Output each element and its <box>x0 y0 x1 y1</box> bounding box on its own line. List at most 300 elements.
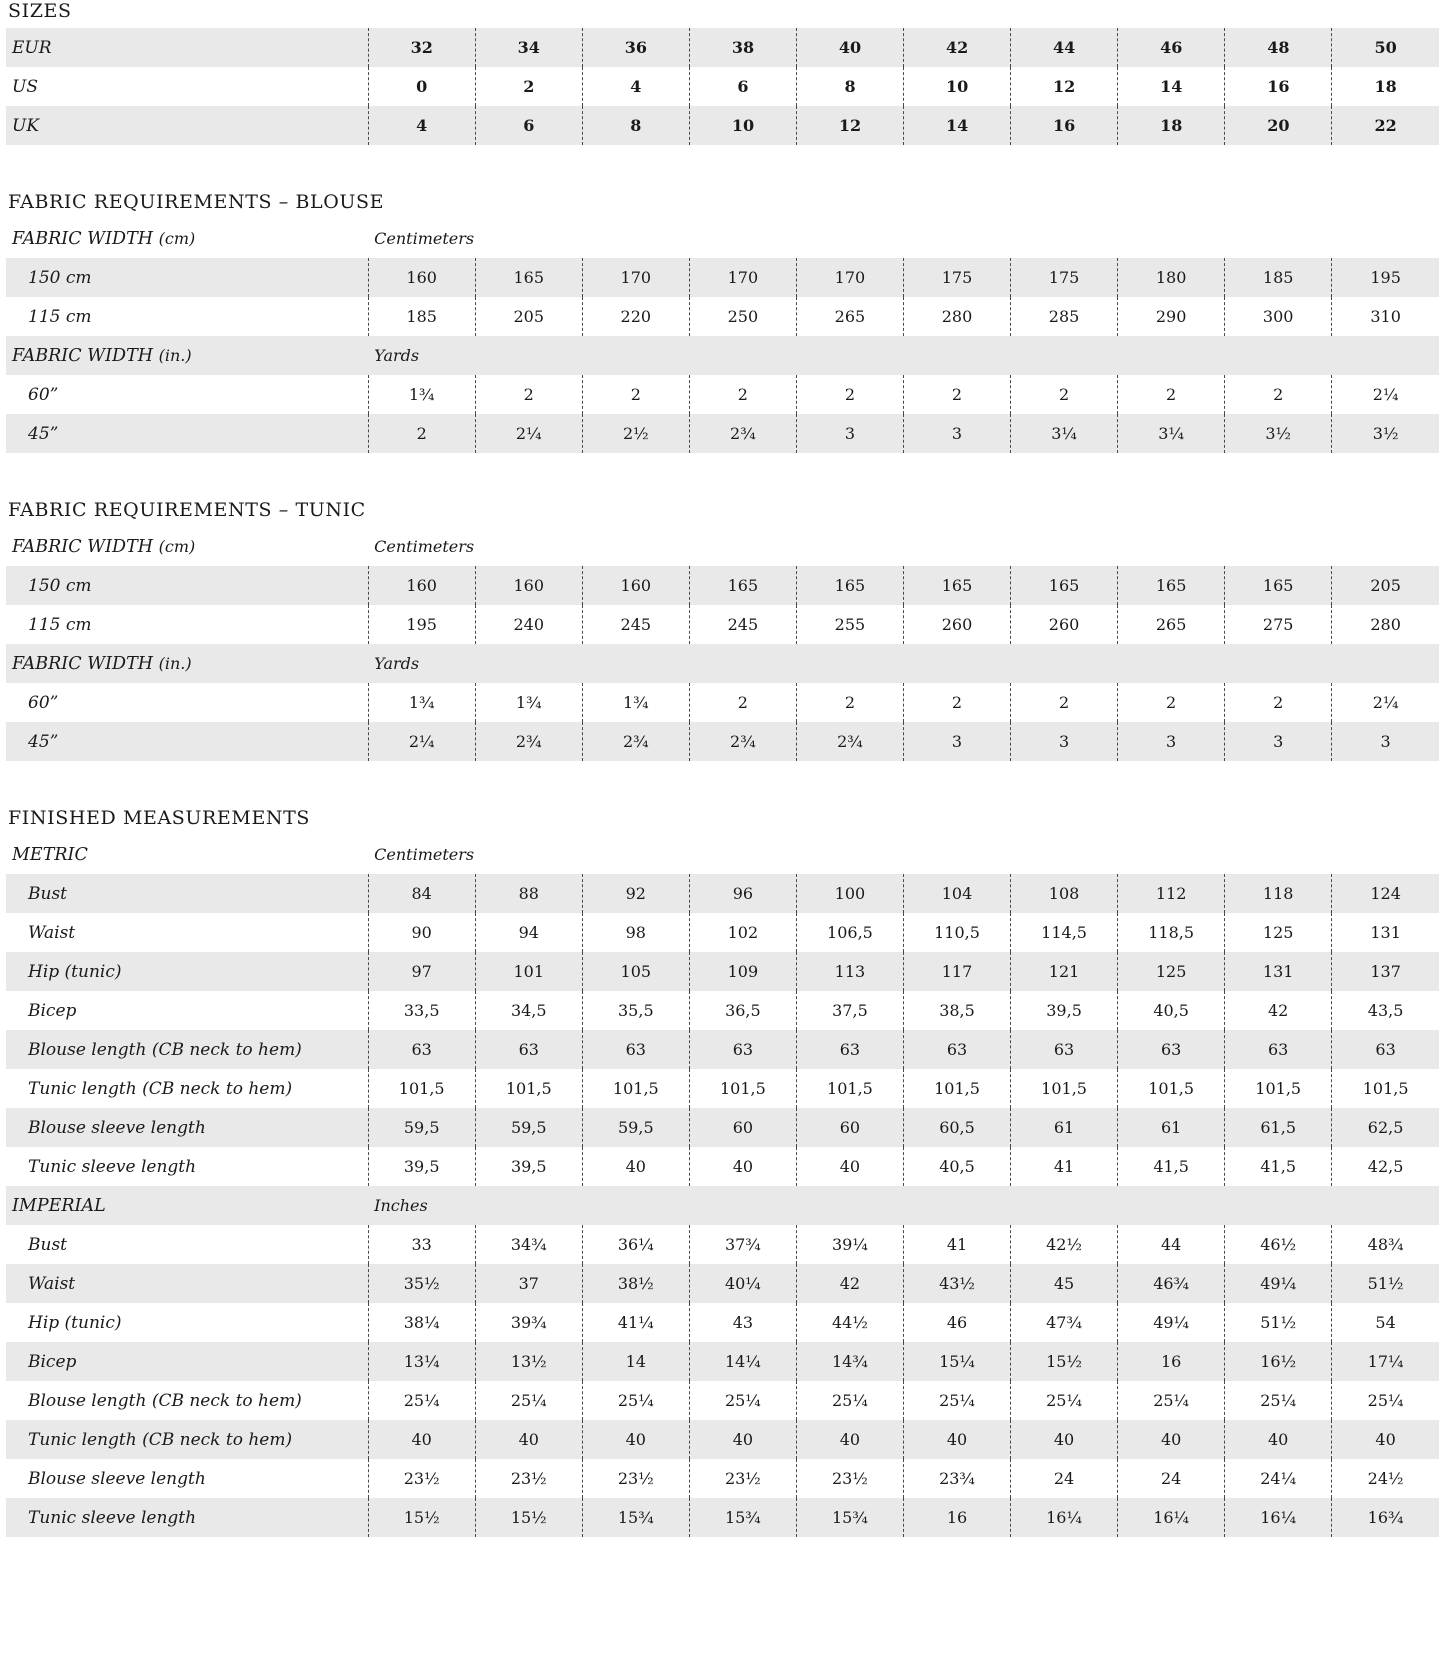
cell: 101,5 <box>368 1069 475 1108</box>
row-label: 60” <box>28 692 59 713</box>
cell: 2 <box>475 67 582 106</box>
cell: 24½ <box>1332 1459 1439 1498</box>
cell: 43,5 <box>1332 991 1439 1030</box>
table-row <box>6 28 1439 67</box>
imperial-header: IMPERIAL <box>12 1195 106 1216</box>
table-row <box>6 1498 1439 1537</box>
cell: 101,5 <box>1011 1069 1118 1108</box>
cell: 2 <box>1225 375 1332 414</box>
row-label: 115 cm <box>28 306 92 327</box>
cell: 40 <box>475 1420 582 1459</box>
cell: 40 <box>903 1420 1010 1459</box>
cell: 37,5 <box>796 991 903 1030</box>
cell: 118 <box>1225 874 1332 913</box>
cell: 23¾ <box>903 1459 1010 1498</box>
table-row <box>6 722 1439 761</box>
cell: 165 <box>1118 566 1225 605</box>
cell: 101,5 <box>689 1069 796 1108</box>
cell: 300 <box>1225 297 1332 336</box>
cell: 265 <box>796 297 903 336</box>
cell: 2¾ <box>582 722 689 761</box>
table-header-row <box>6 527 1439 566</box>
table-row <box>6 683 1439 722</box>
cell: 2¼ <box>1332 683 1439 722</box>
cell: 290 <box>1118 297 1225 336</box>
cell: 14 <box>904 106 1011 145</box>
cell: 33,5 <box>368 991 475 1030</box>
cell: 16½ <box>1225 1342 1332 1381</box>
cell: 41,5 <box>1225 1147 1332 1186</box>
cell: 105 <box>582 952 689 991</box>
cell: 13½ <box>475 1342 582 1381</box>
table-row <box>6 1147 1439 1186</box>
cell: 25¼ <box>1332 1381 1439 1420</box>
cell: 104 <box>903 874 1010 913</box>
row-label: Blouse sleeve length <box>28 1117 206 1138</box>
cell: 16 <box>903 1498 1010 1537</box>
section-title-finished-measurements: FINISHED MEASUREMENTS <box>8 807 311 829</box>
row-label: Tunic sleeve length <box>28 1156 197 1177</box>
cell: 260 <box>1011 605 1118 644</box>
cell: 205 <box>475 297 582 336</box>
cell: 165 <box>1011 566 1118 605</box>
cell: 40 <box>796 1420 903 1459</box>
fabric-width-imperial-header <box>6 644 368 683</box>
cell: 60 <box>689 1108 796 1147</box>
cell: 23½ <box>796 1459 903 1498</box>
cell: 40,5 <box>1118 991 1225 1030</box>
cell: 48 <box>1225 28 1332 67</box>
cell: 2¼ <box>1332 375 1439 414</box>
section-title-fabric-blouse: FABRIC REQUIREMENTS – BLOUSE <box>8 191 385 213</box>
cell: 40¼ <box>689 1264 796 1303</box>
unit-label: Yards <box>374 654 420 673</box>
cell: 16¾ <box>1332 1498 1439 1537</box>
cell: 131 <box>1225 952 1332 991</box>
cell: 40 <box>582 1147 689 1186</box>
cell: 108 <box>1011 874 1118 913</box>
cell: 39,5 <box>475 1147 582 1186</box>
cell: 16¼ <box>1225 1498 1332 1537</box>
cell: 3 <box>1225 722 1332 761</box>
table-row <box>6 991 1439 1030</box>
table-row <box>6 297 1439 336</box>
cell: 59,5 <box>475 1108 582 1147</box>
row-label: 150 cm <box>28 575 92 596</box>
cell: 260 <box>903 605 1010 644</box>
cell: 42½ <box>1011 1225 1118 1264</box>
section-title-fabric-tunic: FABRIC REQUIREMENTS – TUNIC <box>8 499 366 521</box>
cell: 15½ <box>475 1498 582 1537</box>
row-label: 45” <box>28 423 59 444</box>
cell: 205 <box>1332 566 1439 605</box>
cell: 63 <box>368 1030 475 1069</box>
cell: 25¼ <box>903 1381 1010 1420</box>
cell: 275 <box>1225 605 1332 644</box>
cell: 180 <box>1118 258 1225 297</box>
row-label: 150 cm <box>28 267 92 288</box>
cell: 25¼ <box>582 1381 689 1420</box>
table-row <box>6 1069 1439 1108</box>
cell: 46½ <box>1225 1225 1332 1264</box>
cell: 36 <box>582 28 689 67</box>
cell: 109 <box>689 952 796 991</box>
cell: 24¼ <box>1225 1459 1332 1498</box>
cell: 45 <box>1011 1264 1118 1303</box>
cell: 42 <box>796 1264 903 1303</box>
cell: 165 <box>903 566 1010 605</box>
cell: 2 <box>1011 683 1118 722</box>
table-row <box>6 874 1439 913</box>
cell: 23½ <box>368 1459 475 1498</box>
cell: 220 <box>582 297 689 336</box>
cell: 1¾ <box>475 683 582 722</box>
row-label: Bicep <box>28 1000 77 1021</box>
cell: 2¾ <box>689 414 796 453</box>
cell: 16¼ <box>1118 1498 1225 1537</box>
cell: 63 <box>1011 1030 1118 1069</box>
cell: 3 <box>1118 722 1225 761</box>
cell: 4 <box>368 106 475 145</box>
table-row <box>6 1108 1439 1147</box>
cell: 35,5 <box>582 991 689 1030</box>
cell: 1¾ <box>368 683 475 722</box>
cell: 12 <box>1011 67 1118 106</box>
cell: 38½ <box>582 1264 689 1303</box>
cell: 101,5 <box>475 1069 582 1108</box>
cell: 54 <box>1332 1303 1439 1342</box>
cell: 3¼ <box>1011 414 1118 453</box>
cell: 63 <box>1118 1030 1225 1069</box>
header-unit-suffix: (cm) <box>158 536 196 556</box>
cell: 25¼ <box>1011 1381 1118 1420</box>
cell: 40 <box>689 1420 796 1459</box>
cell: 2 <box>1118 375 1225 414</box>
cell: 44 <box>1011 28 1118 67</box>
row-label: Blouse length (CB neck to hem) <box>28 1039 302 1060</box>
cell: 46 <box>903 1303 1010 1342</box>
cell: 2 <box>475 375 582 414</box>
cell: 50 <box>1332 28 1439 67</box>
cell: 40 <box>582 1420 689 1459</box>
cell: 175 <box>1011 258 1118 297</box>
cell: 35½ <box>368 1264 475 1303</box>
cell: 63 <box>796 1030 903 1069</box>
cell: 36,5 <box>689 991 796 1030</box>
cell: 100 <box>796 874 903 913</box>
cell: 101,5 <box>582 1069 689 1108</box>
cell: 15½ <box>1011 1342 1118 1381</box>
table-row <box>6 1303 1439 1342</box>
row-label: UK <box>12 115 40 136</box>
cell: 2 <box>689 683 796 722</box>
unit-label: Yards <box>374 346 420 365</box>
cell: 49¼ <box>1225 1264 1332 1303</box>
cell: 18 <box>1118 106 1225 145</box>
table-header-row <box>6 1186 1439 1225</box>
cell: 185 <box>368 297 475 336</box>
cell: 40 <box>1118 1420 1225 1459</box>
cell: 42,5 <box>1332 1147 1439 1186</box>
finished-measurements-table <box>6 835 1439 1537</box>
cell: 32 <box>368 28 475 67</box>
table-row <box>6 1459 1439 1498</box>
table-row <box>6 1225 1439 1264</box>
cell: 40 <box>689 1147 796 1186</box>
fabric-width-imperial-header <box>6 336 368 375</box>
table-row <box>6 913 1439 952</box>
cell: 185 <box>1225 258 1332 297</box>
row-label: Tunic length (CB neck to hem) <box>28 1078 293 1099</box>
cell: 39¼ <box>796 1225 903 1264</box>
cell: 40,5 <box>903 1147 1010 1186</box>
row-label: Bicep <box>28 1351 77 1372</box>
cell: 61 <box>1011 1108 1118 1147</box>
cell: 3½ <box>1225 414 1332 453</box>
row-label: Bust <box>28 1234 67 1255</box>
fabric-width-metric-header <box>6 219 368 258</box>
cell: 117 <box>903 952 1010 991</box>
cell: 39,5 <box>368 1147 475 1186</box>
cell: 2 <box>689 375 796 414</box>
cell: 38¼ <box>368 1303 475 1342</box>
cell: 285 <box>1011 297 1118 336</box>
cell: 170 <box>689 258 796 297</box>
cell: 310 <box>1332 297 1439 336</box>
cell: 15¼ <box>903 1342 1010 1381</box>
cell: 51½ <box>1332 1264 1439 1303</box>
table-header-row <box>6 336 1439 375</box>
cell: 102 <box>689 913 796 952</box>
cell: 2 <box>903 683 1010 722</box>
cell: 2¼ <box>475 414 582 453</box>
unit-label: Centimeters <box>374 229 475 248</box>
sizes-table <box>6 28 1439 145</box>
cell: 170 <box>582 258 689 297</box>
cell: 43½ <box>903 1264 1010 1303</box>
cell: 280 <box>903 297 1010 336</box>
cell: 170 <box>796 258 903 297</box>
cell: 195 <box>368 605 475 644</box>
cell: 62,5 <box>1332 1108 1439 1147</box>
cell: 16 <box>1011 106 1118 145</box>
cell: 84 <box>368 874 475 913</box>
cell: 42 <box>1225 991 1332 1030</box>
cell: 255 <box>796 605 903 644</box>
table-row <box>6 1030 1439 1069</box>
row-label: Blouse length (CB neck to hem) <box>28 1390 302 1411</box>
table-header-row <box>6 835 1439 874</box>
cell: 51½ <box>1225 1303 1332 1342</box>
cell: 18 <box>1332 67 1439 106</box>
cell: 25¼ <box>796 1381 903 1420</box>
cell: 34,5 <box>475 991 582 1030</box>
cell: 2½ <box>582 414 689 453</box>
cell: 60 <box>796 1108 903 1147</box>
cell: 101,5 <box>903 1069 1010 1108</box>
cell: 63 <box>582 1030 689 1069</box>
cell: 2¾ <box>475 722 582 761</box>
table-header-row <box>6 219 1439 258</box>
row-label: Blouse sleeve length <box>28 1468 206 1489</box>
cell: 34¾ <box>475 1225 582 1264</box>
cell: 2¾ <box>689 722 796 761</box>
row-label: 115 cm <box>28 614 92 635</box>
cell: 63 <box>1225 1030 1332 1069</box>
cell: 41,5 <box>1118 1147 1225 1186</box>
cell: 92 <box>582 874 689 913</box>
cell: 2 <box>582 375 689 414</box>
cell: 6 <box>689 67 796 106</box>
cell: 3 <box>1011 722 1118 761</box>
cell: 97 <box>368 952 475 991</box>
cell: 112 <box>1118 874 1225 913</box>
unit-label: Centimeters <box>374 845 475 864</box>
cell: 2 <box>796 375 903 414</box>
cell: 0 <box>368 67 475 106</box>
cell: 165 <box>796 566 903 605</box>
row-label: 60” <box>28 384 59 405</box>
cell: 37 <box>475 1264 582 1303</box>
header-unit-suffix: (cm) <box>158 228 196 248</box>
cell: 114,5 <box>1011 913 1118 952</box>
cell: 160 <box>368 566 475 605</box>
metric-header: METRIC <box>12 844 88 865</box>
cell: 47¾ <box>1011 1303 1118 1342</box>
row-label: Tunic length (CB neck to hem) <box>28 1429 293 1450</box>
cell: 2 <box>796 683 903 722</box>
cell: 88 <box>475 874 582 913</box>
table-row <box>6 566 1439 605</box>
cell: 3¼ <box>1118 414 1225 453</box>
cell: 6 <box>475 106 582 145</box>
cell: 39,5 <box>1011 991 1118 1030</box>
cell: 41 <box>1011 1147 1118 1186</box>
row-label: US <box>12 76 38 97</box>
cell: 245 <box>582 605 689 644</box>
cell: 2 <box>1225 683 1332 722</box>
cell: 2 <box>1011 375 1118 414</box>
cell: 3 <box>1332 722 1439 761</box>
cell: 2¼ <box>368 722 475 761</box>
cell: 118,5 <box>1118 913 1225 952</box>
cell: 106,5 <box>796 913 903 952</box>
cell: 15½ <box>368 1498 475 1537</box>
cell: 2¾ <box>796 722 903 761</box>
cell: 8 <box>582 106 689 145</box>
unit-label: Inches <box>374 1196 428 1215</box>
cell: 63 <box>689 1030 796 1069</box>
cell: 195 <box>1332 258 1439 297</box>
header-label: FABRIC WIDTH <box>12 536 154 557</box>
cell: 23½ <box>689 1459 796 1498</box>
cell: 63 <box>1332 1030 1439 1069</box>
row-label: Tunic sleeve length <box>28 1507 197 1528</box>
cell: 113 <box>796 952 903 991</box>
cell: 61,5 <box>1225 1108 1332 1147</box>
cell: 24 <box>1118 1459 1225 1498</box>
cell: 43 <box>689 1303 796 1342</box>
table-row <box>6 1264 1439 1303</box>
cell: 25¼ <box>1225 1381 1332 1420</box>
cell: 20 <box>1225 106 1332 145</box>
cell: 98 <box>582 913 689 952</box>
cell: 60,5 <box>903 1108 1010 1147</box>
cell: 160 <box>582 566 689 605</box>
cell: 4 <box>582 67 689 106</box>
cell: 3 <box>903 414 1010 453</box>
cell: 15¾ <box>796 1498 903 1537</box>
cell: 48¾ <box>1332 1225 1439 1264</box>
cell: 265 <box>1118 605 1225 644</box>
cell: 124 <box>1332 874 1439 913</box>
cell: 49¼ <box>1118 1303 1225 1342</box>
cell: 15¾ <box>582 1498 689 1537</box>
cell: 94 <box>475 913 582 952</box>
cell: 165 <box>475 258 582 297</box>
cell: 37¾ <box>689 1225 796 1264</box>
row-label: Bust <box>28 883 67 904</box>
cell: 121 <box>1011 952 1118 991</box>
cell: 61 <box>1118 1108 1225 1147</box>
cell: 23½ <box>475 1459 582 1498</box>
cell: 160 <box>475 566 582 605</box>
cell: 110,5 <box>903 913 1010 952</box>
cell: 280 <box>1332 605 1439 644</box>
cell: 137 <box>1332 952 1439 991</box>
header-label: FABRIC WIDTH <box>12 653 154 674</box>
table-row <box>6 1381 1439 1420</box>
section-title-sizes: SIZES <box>8 0 72 22</box>
cell: 131 <box>1332 913 1439 952</box>
cell: 34 <box>475 28 582 67</box>
cell: 36¼ <box>582 1225 689 1264</box>
header-unit-suffix: (in.) <box>158 653 192 673</box>
cell: 3 <box>796 414 903 453</box>
cell: 10 <box>689 106 796 145</box>
cell: 2 <box>903 375 1010 414</box>
cell: 22 <box>1332 106 1439 145</box>
cell: 240 <box>475 605 582 644</box>
table-row <box>6 1342 1439 1381</box>
cell: 40 <box>368 1420 475 1459</box>
row-label: 45” <box>28 731 59 752</box>
cell: 8 <box>796 67 903 106</box>
cell: 16 <box>1118 1342 1225 1381</box>
header-unit-suffix: (in.) <box>158 345 192 365</box>
cell: 40 <box>796 28 903 67</box>
cell: 16¼ <box>1011 1498 1118 1537</box>
cell: 2 <box>1118 683 1225 722</box>
table-row <box>6 258 1439 297</box>
row-label: Waist <box>28 1273 76 1294</box>
cell: 44 <box>1118 1225 1225 1264</box>
cell: 12 <box>796 106 903 145</box>
fabric-width-metric-header <box>6 527 368 566</box>
row-label: Hip (tunic) <box>28 1312 122 1333</box>
cell: 59,5 <box>368 1108 475 1147</box>
cell: 101,5 <box>1225 1069 1332 1108</box>
cell: 59,5 <box>582 1108 689 1147</box>
cell: 160 <box>368 258 475 297</box>
cell: 101,5 <box>1118 1069 1225 1108</box>
row-label: EUR <box>12 37 52 58</box>
fabric-blouse-table <box>6 219 1439 453</box>
cell: 165 <box>689 566 796 605</box>
cell: 2 <box>368 414 475 453</box>
fabric-tunic-table <box>6 527 1439 761</box>
cell: 101,5 <box>796 1069 903 1108</box>
